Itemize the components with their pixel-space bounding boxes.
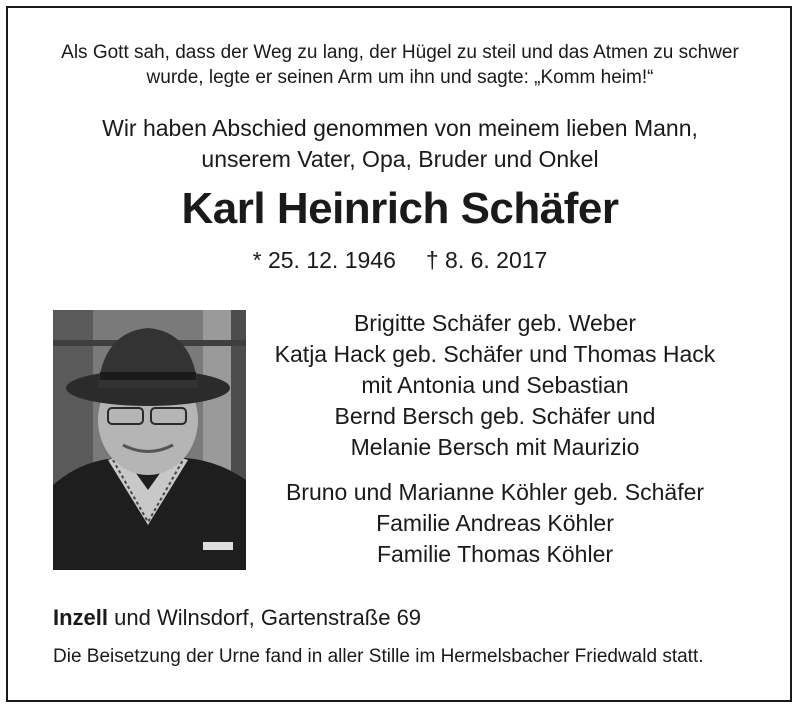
intro-line-2: unserem Vater, Opa, Bruder und Onkel xyxy=(201,146,599,172)
mourner-line: Brigitte Schäfer geb. Weber xyxy=(353,310,637,336)
mourner-line: Familie Thomas Köhler xyxy=(376,541,614,567)
intro-line-1: Wir haben Abschied genommen von meinem lieben Mann, xyxy=(102,115,698,141)
quote-line-2: wurde, legte er seinen Arm um ihn und sagte: „Komm heim!“ xyxy=(146,67,654,88)
burial-note: Die Beisetzung der Urne fand in aller Stille im Hermelsbacher Friedwald statt. xyxy=(53,646,704,667)
portrait-photo xyxy=(53,310,246,570)
mourner-line: Familie Andreas Köhler xyxy=(376,510,614,536)
mourners-list xyxy=(270,308,720,570)
death-date: † 8. 6. 2017 xyxy=(425,247,548,273)
mourner-line: Bernd Bersch geb. Schäfer und xyxy=(334,403,656,429)
mourner-line: Melanie Bersch mit Maurizio xyxy=(350,434,640,460)
life-dates xyxy=(0,247,800,274)
quote-line-1: Als Gott sah, dass der Weg zu lang, der Hügel zu steil und das Atmen zu schwer xyxy=(61,42,739,63)
portrait-illustration xyxy=(53,310,246,570)
birth-date: * 25. 12. 1946 xyxy=(252,247,396,273)
mourner-line: Katja Hack geb. Schäfer und Thomas Hack xyxy=(274,341,716,367)
mourner-line: mit Antonia und Sebastian xyxy=(361,372,629,398)
address-town: Inzell xyxy=(53,605,109,630)
mourner-line: Bruno und Marianne Köhler geb. Schäfer xyxy=(285,479,705,505)
address-rest: und Wilnsdorf, Gartenstraße 69 xyxy=(108,605,422,630)
deceased-name: Karl Heinrich Schäfer xyxy=(181,184,619,233)
family-address xyxy=(53,605,421,631)
